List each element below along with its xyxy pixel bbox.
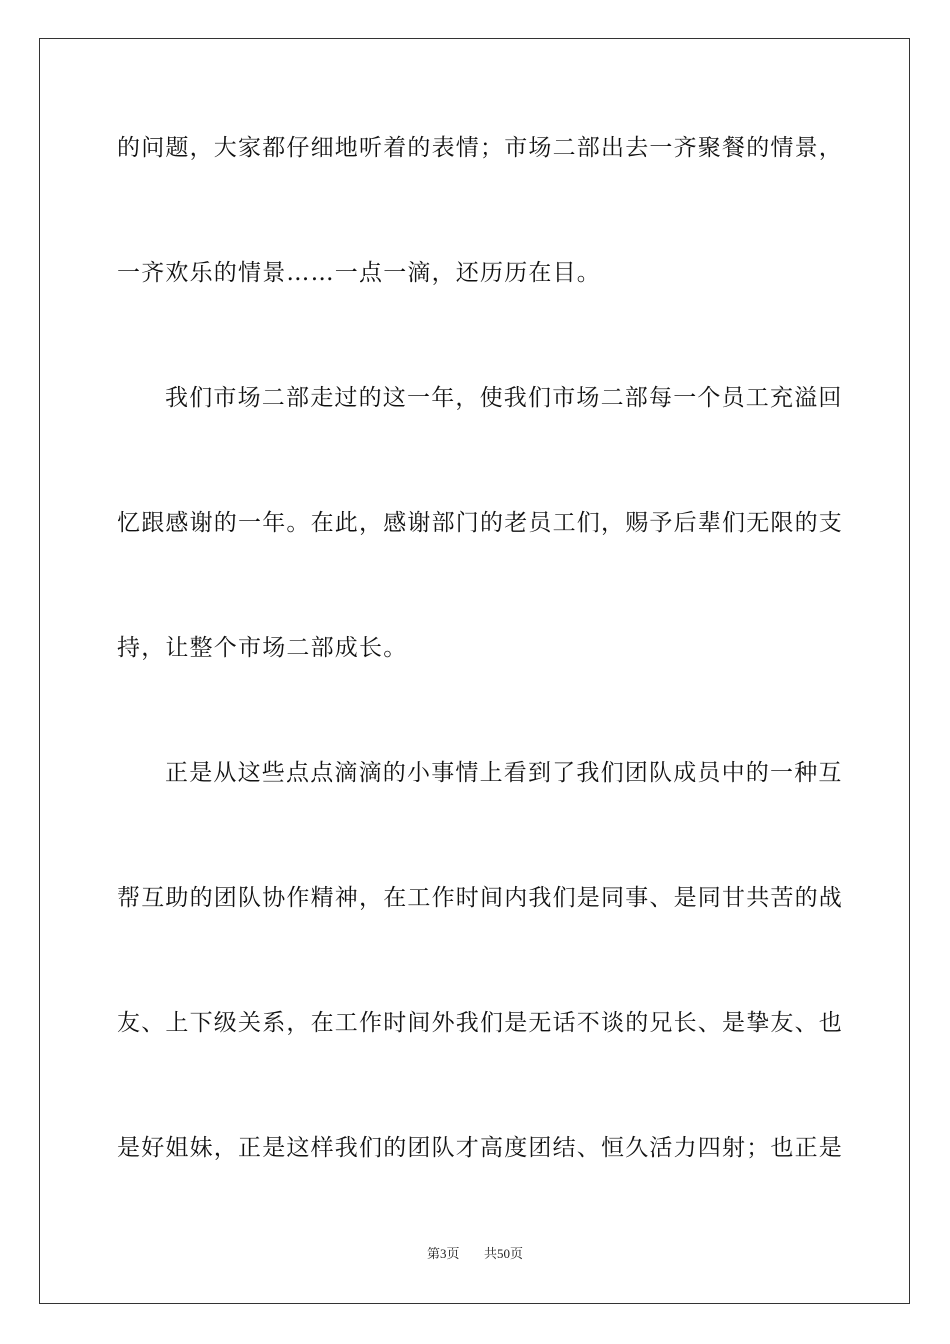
page-frame <box>39 38 910 1304</box>
text-line-2: 一齐欢乐的情景……一点一滴，还历历在目。 <box>117 260 601 286</box>
text-line-8: 友、上下级关系，在工作时间外我们是无话不谈的兄长、是挚友、也 <box>117 1010 843 1036</box>
text-line-5: 持，让整个市场二部成长。 <box>117 635 408 661</box>
text-line-4: 忆跟感谢的一年。在此，感谢部门的老员工们，赐予后辈们无限的支 <box>117 510 843 536</box>
page-total: 共50页 <box>484 1246 524 1261</box>
text-line-1: 的问题，大家都仔细地听着的表情；市场二部出去一齐聚餐的情景， <box>117 135 843 161</box>
text-line-3: 我们市场二部走过的这一年，使我们市场二部每一个员工充溢回 <box>165 385 843 411</box>
text-line-6: 正是从这些点点滴滴的小事情上看到了我们团队成员中的一种互 <box>165 760 843 786</box>
page-footer <box>0 1245 950 1263</box>
text-line-7: 帮互助的团队协作精神，在工作时间内我们是同事、是同甘共苦的战 <box>117 885 843 911</box>
page-number: 第3页 <box>426 1246 460 1261</box>
text-line-9: 是好姐妹，正是这样我们的团队才高度团结、恒久活力四射；也正是 <box>117 1135 843 1161</box>
